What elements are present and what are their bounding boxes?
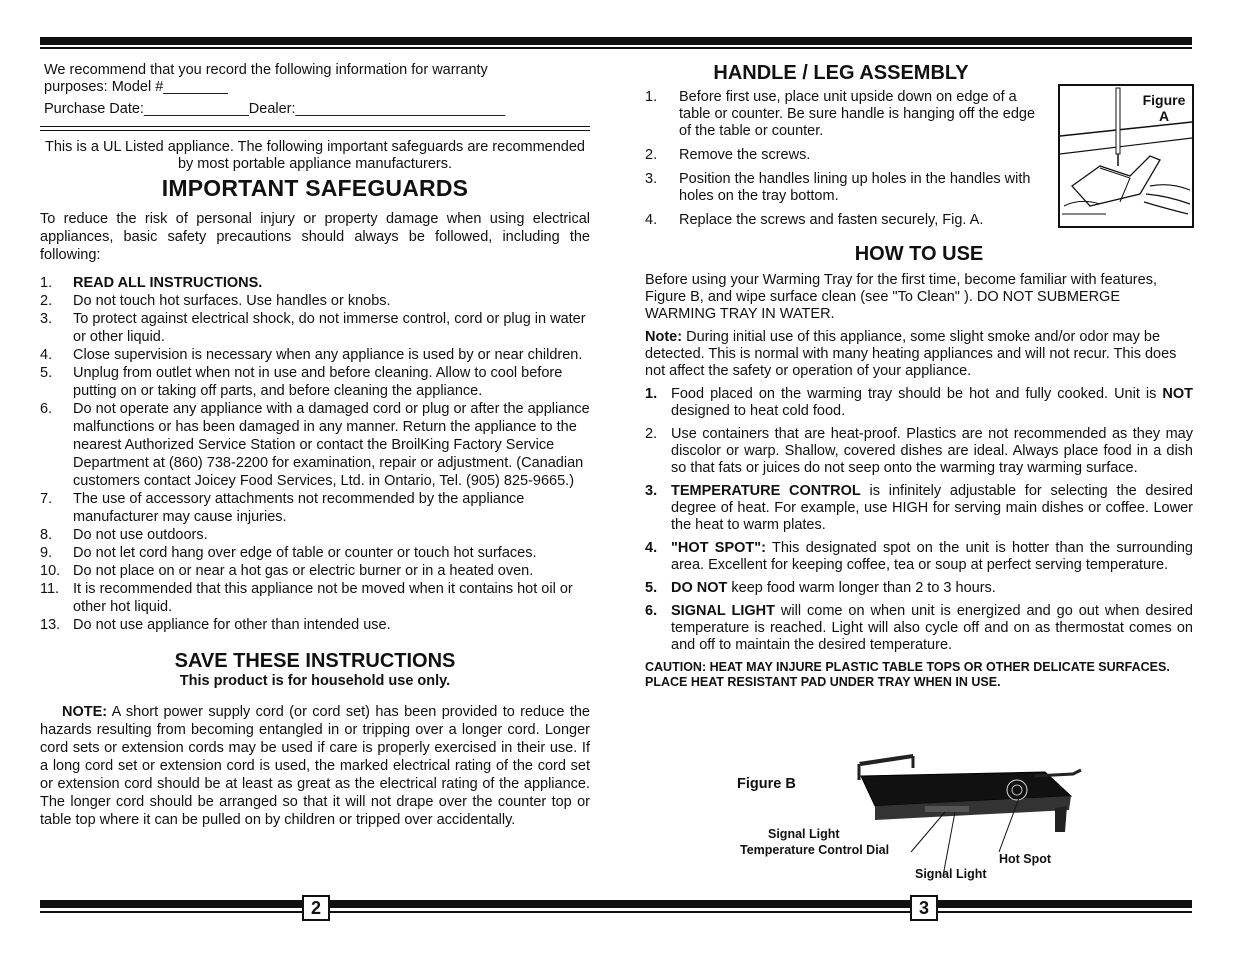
howto-item [645, 540, 1193, 574]
howto-item-keyword: DO NOT [671, 580, 728, 596]
howto-item-number: 6. [645, 603, 658, 619]
page-number-right: 3 [910, 895, 938, 921]
howto-item-number: 2. [645, 426, 658, 442]
safeguard-item [40, 346, 590, 364]
warranty-line-1: We recommend that you record the following information for warranty [44, 62, 488, 78]
cord-note-text: A short power supply cord (or cord set) has been provided to reduce the hazards resulting from becoming entangled in or tripping over a longer cord. Longer cord sets or extension cords may be used if care is properly exercised in their use. If a long cord set or extension cord is used, the marked electrical rating of the cord set or extension cord should be at least as great as the electrical rating of the appliance. The longer cord should be arranged so that it will not drape over the counter top or table top where it can be pulled on by children or tripped over accidentally. [40, 704, 590, 828]
handle-step [645, 89, 1037, 140]
handle-step-text: Before first use, place unit upside down on edge of a table or counter. Be sure handle is hanging off the edge of the table or counter. [679, 89, 1036, 139]
safeguard-item [40, 580, 590, 616]
bottom-rule-left-a [40, 900, 302, 908]
howto-item-number: 5. [645, 580, 658, 596]
top-rule-thin [40, 47, 1192, 49]
safeguard-text: It is recommended that this appliance not be moved when it contains hot oil or other hot liquid. [73, 581, 573, 615]
double-divider [40, 126, 590, 131]
figure-b-illustration [735, 748, 1085, 888]
handle-step-text: Remove the screws. [679, 147, 811, 163]
safeguard-item [40, 310, 590, 346]
safeguard-number: 4. [40, 347, 53, 363]
bottom-rule-mid-b [330, 911, 910, 913]
howto-item-body [671, 426, 1193, 476]
figure-a-label: Figure A [1142, 92, 1186, 124]
bottom-rule-right-a [938, 900, 1192, 908]
handle-step-text: Position the handles lining up holes in the handles with holes on the tray bottom. [679, 171, 1031, 204]
ul-note: This is a UL Listed appliance. The following important safeguards are recommended by most portable appliance manufacturers. [44, 139, 585, 172]
handle-step [645, 212, 1037, 229]
safeguard-text: Do not touch hot surfaces. Use handles or knobs. [73, 293, 391, 309]
howto-item-keyword: "HOT SPOT": [671, 540, 766, 556]
howto-item [645, 580, 1193, 597]
cord-note [40, 703, 590, 829]
safeguard-number: 3. [40, 311, 53, 327]
safeguard-item [40, 292, 590, 310]
howto-item-text-end: designed to heat cold food. [671, 403, 846, 419]
safeguard-text: To protect against electrical shock, do not immerse control, cord or plug in water or other liquid. [73, 311, 586, 345]
howto-item-body [671, 483, 1193, 533]
safeguard-item [40, 526, 590, 544]
figure-a [1058, 84, 1194, 228]
safeguard-number: 7. [40, 491, 53, 507]
figure-b-label: Figure B [737, 776, 796, 792]
safeguard-number: 1. [40, 275, 53, 291]
safeguards-list [40, 274, 590, 634]
safeguards-intro: To reduce the risk of personal injury or property damage when using electrical appliances, basic safety precautions should always be followed, including the following: [40, 211, 590, 263]
handle-steps [645, 89, 1037, 229]
howto-item [645, 483, 1193, 534]
safeguard-text: Do not use appliance for other than intended use. [73, 617, 391, 633]
handle-step [645, 171, 1037, 205]
howto-item-text: Use containers that are heat-proof. Plastics are not recommended as they may discolor or warp. Shallow, covered dishes are ideal. Always place food in a dish so that fats or juices do not seep onto the warming tray warming surface. [671, 426, 1193, 476]
safeguard-item [40, 616, 590, 634]
howto-item-body [671, 386, 1193, 419]
howto-note-text: During initial use of this appliance, some slight smoke and/or odor may be detected. This is normal with many heating appliances and will not recur. This does not affect the safety or operation of your appliance. [645, 329, 1177, 379]
howto-list [645, 386, 1193, 654]
safeguard-text: READ ALL INSTRUCTIONS. [73, 275, 263, 291]
safeguard-number: 13. [40, 617, 61, 633]
safeguard-item [40, 562, 590, 580]
howto-item-text: will come on when unit is energized and go out when desired temperature is reached. Light will also cycle off and on as thermostat comes on and off to maintain the desired temperature. [671, 603, 1193, 653]
safeguard-number: 10. [40, 563, 61, 579]
top-rule [40, 37, 1192, 45]
handle-step-text: Replace the screws and fasten securely, Fig. A. [679, 212, 984, 228]
howto-item-number: 3. [645, 483, 658, 499]
howto-intro: Before using your Warming Tray for the first time, become familiar with features, Figure B, and wipe surface clean (see "To Clean" ). DO NOT SUBMERGE WARMING TRAY IN WATER. [645, 272, 1157, 322]
howto-item-number: 1. [645, 386, 658, 402]
caption-signal-light: Signal Light [768, 827, 840, 841]
safeguard-number: 5. [40, 365, 53, 381]
caption-hot-spot: Hot Spot [999, 852, 1052, 866]
safeguard-text: Close supervision is necessary when any appliance is used by or near children. [73, 347, 583, 363]
safeguard-item [40, 400, 590, 490]
handle-step-number: 1. [645, 89, 658, 105]
howto-item-body [671, 603, 1193, 653]
howto-item [645, 603, 1193, 654]
safeguard-item [40, 364, 590, 400]
safeguard-number: 2. [40, 293, 53, 309]
howto-item-text: keep food warm longer than 2 to 3 hours. [727, 580, 996, 596]
safeguard-number: 11. [40, 581, 60, 597]
howto-item-number: 4. [645, 540, 658, 556]
handle-step [645, 147, 1037, 164]
cord-note-label: NOTE: [62, 704, 108, 720]
safeguard-text: The use of accessory attachments not recommended by the appliance manufacturer may cause injuries. [73, 491, 525, 525]
save-block [40, 650, 590, 689]
safeguard-text: Do not use outdoors. [73, 527, 208, 543]
caption-signal-light-2: Signal Light [915, 867, 987, 881]
handle-step-number: 2. [645, 147, 658, 163]
safeguards-title: IMPORTANT SAFEGUARDS [161, 175, 469, 201]
howto-item-text: is infinitely adjustable for selecting the desired degree of heat. For example, use HIGH for serving main dishes or coffee. Lower the heat to warm plates. [671, 483, 1193, 533]
handle-step-number: 4. [645, 212, 658, 228]
safeguard-text: Do not place on or near a hot gas or electric burner or in a heated oven. [73, 563, 534, 579]
howto-note-label: Note: [645, 329, 683, 345]
caption-temp-dial: Temperature Control Dial [740, 843, 890, 857]
warranty-box [40, 62, 590, 118]
safeguard-number: 8. [40, 527, 53, 543]
safeguard-text: Do not operate any appliance with a damaged cord or plug or after the appliance malfunctions or has been damaged in any manner. Return the appliance to the nearest Authorized Service Station or contact the BroilKing Factory Service Department at (860) 738-2200 for examination, repair or adjustment. (Canadian customers contact Joicey Food Services, Ltd. in Ontario, Tel. (905) 825-9665.) [73, 401, 590, 489]
bottom-rule-left-b [40, 911, 302, 913]
howto-item-body [671, 540, 1193, 573]
howto-item-emphasis: NOT [1162, 386, 1193, 402]
warranty-line-2: purposes: Model #________ [44, 79, 228, 95]
howto-item-keyword: SIGNAL LIGHT [671, 603, 775, 619]
safeguard-item [40, 490, 590, 526]
safeguard-text: Do not let cord hang over edge of table or counter or touch hot surfaces. [73, 545, 537, 561]
howto-note [645, 329, 1193, 380]
howto-item-text: This designated spot on the unit is hotter than the surrounding area. Excellent for keeping coffee, tea or soup at perfect serving temperature. [671, 540, 1193, 573]
household-note: This product is for household use only. [179, 673, 451, 689]
safeguard-item [40, 274, 590, 292]
safeguard-number: 9. [40, 545, 53, 561]
warranty-line-3: Purchase Date:_____________Dealer:__________________________ [44, 101, 506, 117]
page-number-left: 2 [302, 895, 330, 921]
howto-title: HOW TO USE [854, 243, 984, 265]
save-title: SAVE THESE INSTRUCTIONS [174, 650, 456, 672]
bottom-rule-right-b [938, 911, 1192, 913]
safeguard-text: Unplug from outlet when not in use and before cleaning. Allow to cool before putting on or taking off parts, and before cleaning the appliance. [73, 365, 563, 399]
safeguard-number: 6. [40, 401, 53, 417]
left-page [40, 62, 590, 829]
bottom-rule-mid-a [330, 900, 910, 908]
safeguard-item [40, 544, 590, 562]
howto-item-keyword: TEMPERATURE CONTROL [671, 483, 861, 499]
handle-step-number: 3. [645, 171, 658, 187]
howto-item [645, 426, 1193, 477]
howto-item-body [671, 580, 996, 596]
caution-text: CAUTION: HEAT MAY INJURE PLASTIC TABLE TOPS OR OTHER DELICATE SURFACES. PLACE HEAT RESISTANT PAD UNDER TRAY WHEN IN USE. [645, 660, 1170, 689]
howto-item-text: Food placed on the warming tray should be hot and fully cooked. Unit is [671, 386, 1163, 402]
howto-item [645, 386, 1193, 420]
handle-title: HANDLE / LEG ASSEMBLY [713, 62, 969, 84]
